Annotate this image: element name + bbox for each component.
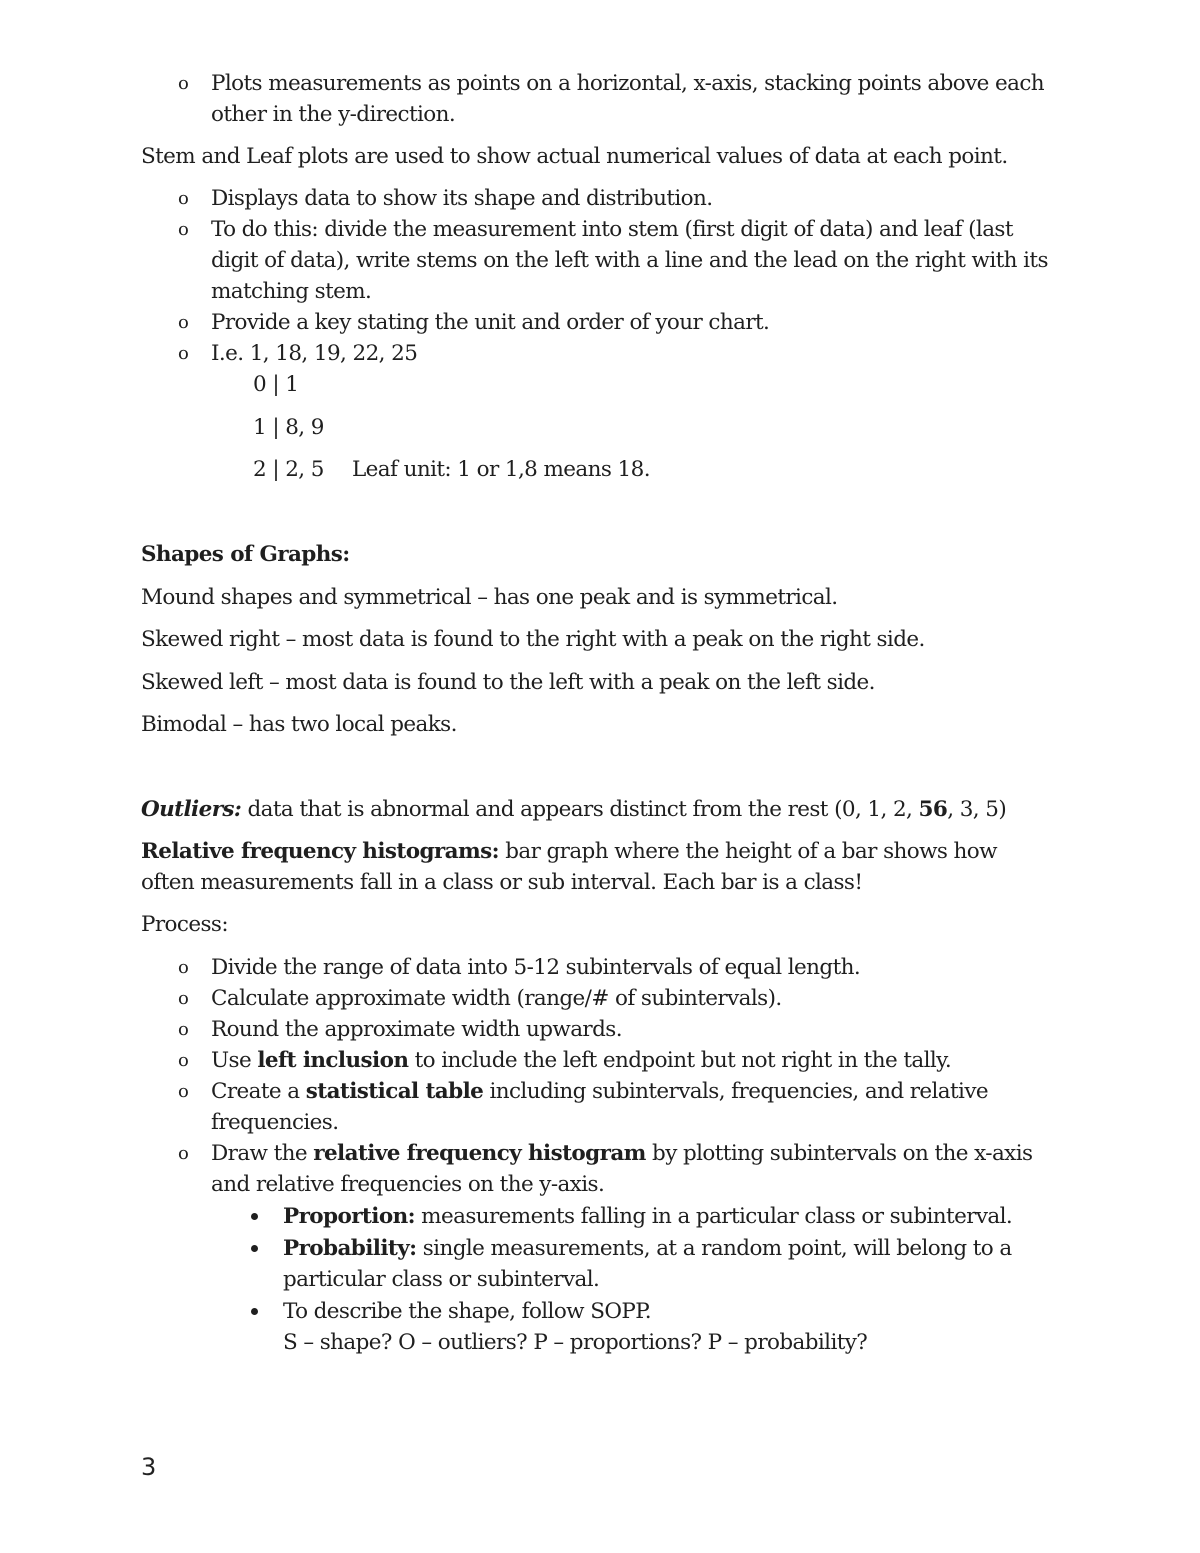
process-step-3: Round the approximate width upwards. [211,1017,622,1042]
process-step-1: Divide the range of data into 5-12 subintervals of equal length. [211,955,861,980]
sub-bullet-proportion [283,1201,1012,1232]
dotplot-bullet-text: Plots measurements as points on a horizontal, x-axis, stacking points above each [211,71,1045,96]
step-text: Use [211,1048,258,1073]
shape-bimodal: Bimodal – has two local peaks. [141,712,457,737]
bullet-marker: o [178,1019,189,1040]
sub-bullet-sopp-cont: S – shape? O – outliers? P – proportions? P – probability? [283,1330,868,1355]
step-text: Create a [211,1079,306,1104]
stem-leaf-bullet-2-cont: digit of data), write stems on the left with a line and the lead on the right with its [211,248,1048,273]
histogram-text-cont: often measurements fall in a class or sub interval. Each bar is a class! [141,870,863,895]
probability-label: Probability: [283,1236,417,1261]
histogram-text: bar graph where the height of a bar shows how [498,839,997,864]
sub-bullet-probability-cont: particular class or subinterval. [283,1267,600,1292]
step-text: by plotting subintervals on the x-axis [645,1141,1033,1166]
step-text: Draw the [211,1141,314,1166]
process-step-6 [211,1138,1032,1169]
stem-leaf-intro: Stem and Leaf plots are used to show actual numerical values of data at each point. [141,144,1008,169]
sub-bullet-sopp: To describe the shape, follow SOPP. [283,1299,651,1324]
process-step-2: Calculate approximate width (range/# of subintervals). [211,986,782,1011]
bullet-dot [251,1308,258,1315]
bullet-marker: o [178,1081,189,1102]
stem-leaf-bullet-2-cont2: matching stem. [211,279,372,304]
step-bold: relative frequency histogram [313,1141,646,1166]
dotplot-bullet-text-cont: other in the y-direction. [211,102,456,127]
outliers-tail: , 3, 5) [947,797,1007,822]
bullet-marker: o [178,988,189,1009]
stem-leaf-row: 1 | 8, 9 [253,415,324,440]
process-label: Process: [141,912,228,937]
outlier-value: 56 [918,797,948,822]
outliers-text: data that is abnormal and appears distinct from the rest (0, 1, 2, [241,797,919,822]
outliers-label: Outliers: [141,797,242,822]
bullet-marker: o [178,343,189,364]
stem-leaf-row: 0 | 1 [253,372,299,397]
stem-leaf-row: 2 | 2, 5 [253,457,324,482]
bullet-marker: o [178,1143,189,1164]
shape-skew-left: Skewed left – most data is found to the left with a peak on the left side. [141,670,875,695]
stem-leaf-bullet-2: To do this: divide the measurement into stem (first digit of data) and leaf (last [211,217,1013,242]
proportion-text: measurements falling in a particular class or subinterval. [414,1204,1013,1229]
outliers-paragraph [141,794,1006,825]
histogram-paragraph [141,836,997,867]
bullet-dot [251,1245,258,1252]
process-step-6-cont: and relative frequencies on the y-axis. [211,1172,605,1197]
shapes-heading: Shapes of Graphs: [141,542,350,567]
step-bold: left inclusion [257,1048,409,1073]
bullet-marker: o [178,188,189,209]
probability-text: single measurements, at a random point, will belong to a [416,1236,1012,1261]
shape-mound: Mound shapes and symmetrical – has one peak and is symmetrical. [141,585,838,610]
bullet-marker: o [178,73,189,94]
stem-leaf-bullet-3: Provide a key stating the unit and order of your chart. [211,310,770,335]
bullet-marker: o [178,219,189,240]
stem-leaf-bullet-1: Displays data to show its shape and distribution. [211,186,713,211]
stem-leaf-key: Leaf unit: 1 or 1,8 means 18. [352,457,650,482]
proportion-label: Proportion: [283,1204,415,1229]
step-text: to include the left endpoint but not right in the tally. [408,1048,952,1073]
shape-skew-right: Skewed right – most data is found to the right with a peak on the right side. [141,627,925,652]
histogram-label: Relative frequency histograms: [141,839,499,864]
step-text: including subintervals, frequencies, and relative [483,1079,989,1104]
stem-leaf-bullet-4: I.e. 1, 18, 19, 22, 25 [211,341,418,366]
page-number: 3 [141,1453,157,1481]
process-step-4 [211,1045,951,1076]
process-step-5-cont: frequencies. [211,1110,339,1135]
bullet-marker: o [178,1050,189,1071]
bullet-dot [251,1213,258,1220]
step-bold: statistical table [305,1079,484,1104]
bullet-marker: o [178,312,189,333]
process-step-5 [211,1076,988,1107]
bullet-marker: o [178,957,189,978]
sub-bullet-probability [283,1233,1012,1264]
